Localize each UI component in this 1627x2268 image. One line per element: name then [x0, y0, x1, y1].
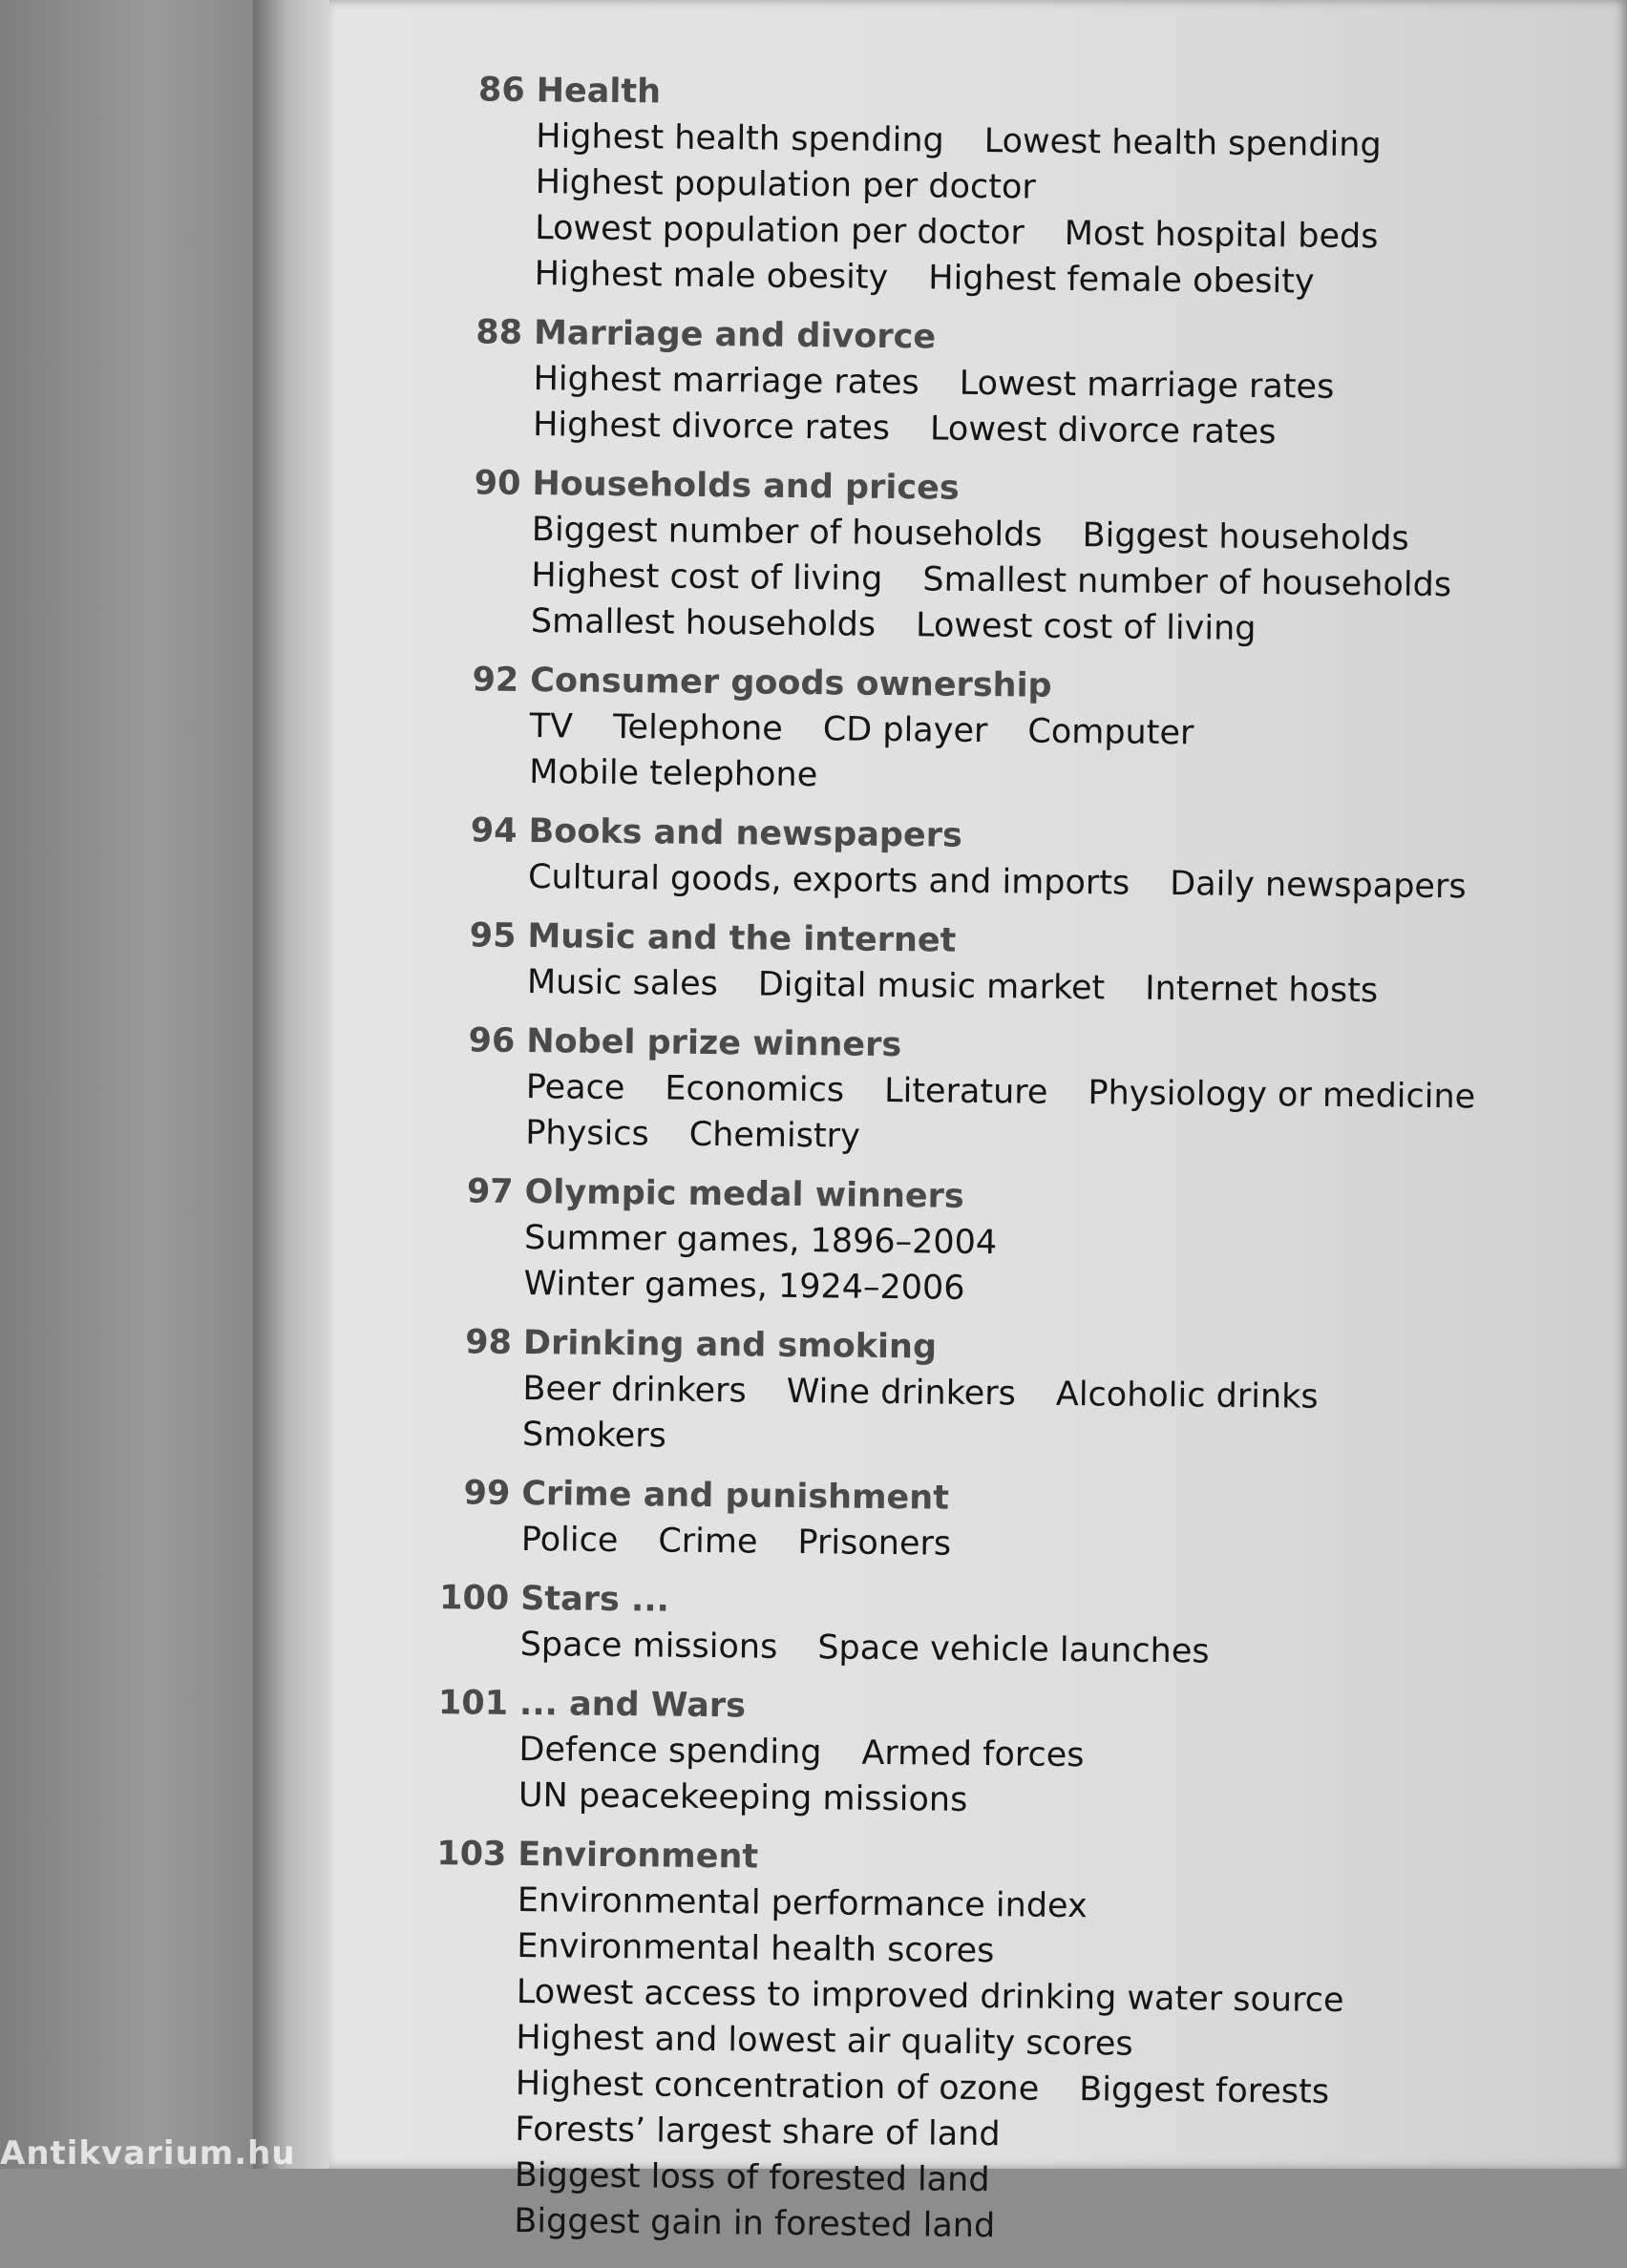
list-item: Highest cost of living — [531, 556, 883, 598]
list-item: UN peacekeeping missions — [518, 1775, 968, 1819]
list-item: Physics — [525, 1114, 649, 1154]
toc-section — [432, 657, 1578, 807]
toc-section — [428, 1018, 1574, 1167]
section-title: Consumer goods ownership — [530, 662, 1052, 705]
section-body — [528, 808, 1577, 911]
toc-section — [425, 1319, 1572, 1469]
list-item: Forests’ largest share of land — [515, 2110, 1001, 2154]
list-item: Lowest population per doctor — [535, 209, 1025, 253]
section-items — [529, 704, 1523, 806]
section-items — [514, 1878, 1511, 2255]
list-item: Environmental performance index — [517, 1880, 1088, 1926]
section-body — [523, 1169, 1573, 1317]
list-item: TV — [529, 707, 574, 746]
list-item: Highest marriage rates — [533, 360, 919, 403]
list-item: Most hospital beds — [1064, 214, 1379, 257]
list-item: CD player — [822, 710, 988, 751]
list-item: Highest concentration of ozone — [515, 2064, 1040, 2109]
toc-section — [421, 1680, 1568, 1830]
section-items — [523, 1215, 1517, 1317]
list-item: Mobile telephone — [529, 753, 818, 795]
list-item: Crime — [658, 1522, 758, 1562]
section-body — [514, 1832, 1566, 2255]
section-items — [519, 1622, 1512, 1678]
list-item: Biggest gain in forested land — [514, 2201, 996, 2246]
toc-section — [431, 808, 1577, 912]
page-number: 90 — [474, 464, 521, 503]
section-items — [522, 1366, 1516, 1468]
list-item: Summer games, 1896–2004 — [523, 1219, 998, 1263]
list-item: Prisoners — [797, 1523, 952, 1564]
section-items — [534, 114, 1529, 307]
toc-section — [422, 1575, 1569, 1679]
list-item: Beer drinkers — [522, 1369, 747, 1411]
section-body — [518, 1681, 1568, 1829]
page-number: 92 — [472, 661, 519, 700]
page-number: 95 — [469, 916, 517, 956]
section-title: Music and the internet — [527, 917, 957, 960]
book-spine — [253, 0, 329, 2169]
page-number: 99 — [463, 1474, 511, 1513]
toc-section — [435, 309, 1582, 459]
list-item: Space vehicle launches — [817, 1628, 1210, 1671]
section-title: Crime and punishment — [521, 1474, 950, 1518]
section-title: Nobel prize winners — [526, 1022, 902, 1065]
section-body — [519, 1576, 1569, 1678]
list-item: Defence spending — [518, 1730, 822, 1773]
page-number: 97 — [466, 1172, 514, 1211]
list-item: Biggest forests — [1079, 2070, 1330, 2111]
list-item: Computer — [1027, 712, 1194, 753]
section-title: Households and prices — [532, 465, 960, 508]
section-items — [528, 854, 1521, 911]
section-title: Books and newspapers — [528, 812, 963, 855]
list-item: Armed forces — [861, 1733, 1085, 1775]
page-number: 98 — [465, 1323, 513, 1362]
section-body — [534, 68, 1584, 307]
page-number: 94 — [470, 811, 518, 850]
section-body — [525, 1018, 1574, 1166]
toc-section — [433, 460, 1581, 656]
list-item: Biggest loss of forested land — [514, 2155, 990, 2200]
list-item: Biggest number of households — [531, 511, 1043, 555]
list-item: Highest population per doctor — [535, 163, 1037, 207]
watermark: Antikvarium.hu — [0, 2134, 296, 2173]
toc-section — [416, 1831, 1566, 2256]
section-body — [529, 658, 1578, 806]
toc-section — [426, 1168, 1573, 1318]
section-title: Health — [536, 72, 662, 112]
list-item: Highest health spending — [536, 117, 944, 160]
section-items — [525, 1064, 1519, 1166]
section-items — [521, 1517, 1514, 1573]
section-body — [527, 914, 1576, 1016]
section-items — [531, 507, 1525, 655]
page-number: 101 — [437, 1684, 509, 1723]
list-item: Space missions — [519, 1625, 778, 1667]
page-number: 88 — [475, 313, 523, 352]
section-title: ... and Wars — [518, 1684, 747, 1726]
section-body — [531, 461, 1581, 655]
toc-section — [430, 913, 1576, 1017]
list-item: Internet hosts — [1145, 969, 1379, 1011]
list-item: Chemistry — [688, 1115, 860, 1156]
page-number: 86 — [477, 71, 525, 110]
list-item: Peace — [525, 1068, 625, 1108]
section-title: Environment — [518, 1835, 759, 1877]
section-title: Olympic medal winners — [524, 1173, 964, 1216]
list-item: Music sales — [526, 963, 719, 1004]
list-item: Lowest health spending — [983, 121, 1382, 165]
toc-section — [436, 67, 1584, 308]
section-items — [533, 356, 1527, 458]
list-item: Daily newspapers — [1170, 865, 1467, 907]
section-title: Drinking and smoking — [522, 1323, 938, 1367]
list-item: Biggest households — [1082, 516, 1409, 558]
list-item: Cultural goods, exports and imports — [527, 858, 1130, 903]
page-number: 103 — [436, 1835, 507, 1874]
page-number: 96 — [468, 1021, 516, 1060]
section-items — [527, 959, 1520, 1016]
list-item: Digital music market — [757, 965, 1106, 1008]
list-item: Telephone — [612, 707, 784, 748]
section-body — [533, 310, 1582, 458]
section-title: Stars ... — [519, 1579, 670, 1620]
list-item: Literature — [883, 1071, 1048, 1112]
list-item: Smallest number of households — [922, 560, 1452, 605]
list-item: Lowest divorce rates — [929, 410, 1277, 452]
list-item: Wine drinkers — [786, 1372, 1017, 1414]
list-item: Alcoholic drinks — [1055, 1375, 1319, 1417]
list-item: Physiology or medicine — [1088, 1074, 1476, 1117]
list-item: Lowest cost of living — [915, 606, 1257, 648]
section-title: Marriage and divorce — [533, 314, 937, 357]
list-item: Police — [520, 1520, 619, 1561]
list-item: Highest and lowest air quality scores — [516, 2018, 1133, 2064]
page-number: 100 — [438, 1579, 510, 1618]
list-item: Highest divorce rates — [532, 406, 891, 448]
list-item: Lowest access to improved drinking water source — [516, 1972, 1344, 2021]
list-item: Lowest marriage rates — [959, 364, 1335, 407]
toc-section — [424, 1470, 1571, 1574]
list-item: Environmental health scores — [517, 1926, 995, 1971]
list-item: Smallest households — [530, 602, 877, 644]
list-item: Winter games, 1924–2006 — [523, 1264, 965, 1308]
list-item: Smokers — [521, 1415, 667, 1456]
list-item: Highest male obesity — [534, 255, 889, 297]
list-item: Economics — [665, 1069, 845, 1110]
section-body — [522, 1320, 1572, 1468]
table-of-contents — [416, 67, 1585, 2268]
list-item: Highest female obesity — [928, 259, 1315, 302]
section-body — [521, 1471, 1571, 1573]
section-items — [518, 1727, 1512, 1829]
